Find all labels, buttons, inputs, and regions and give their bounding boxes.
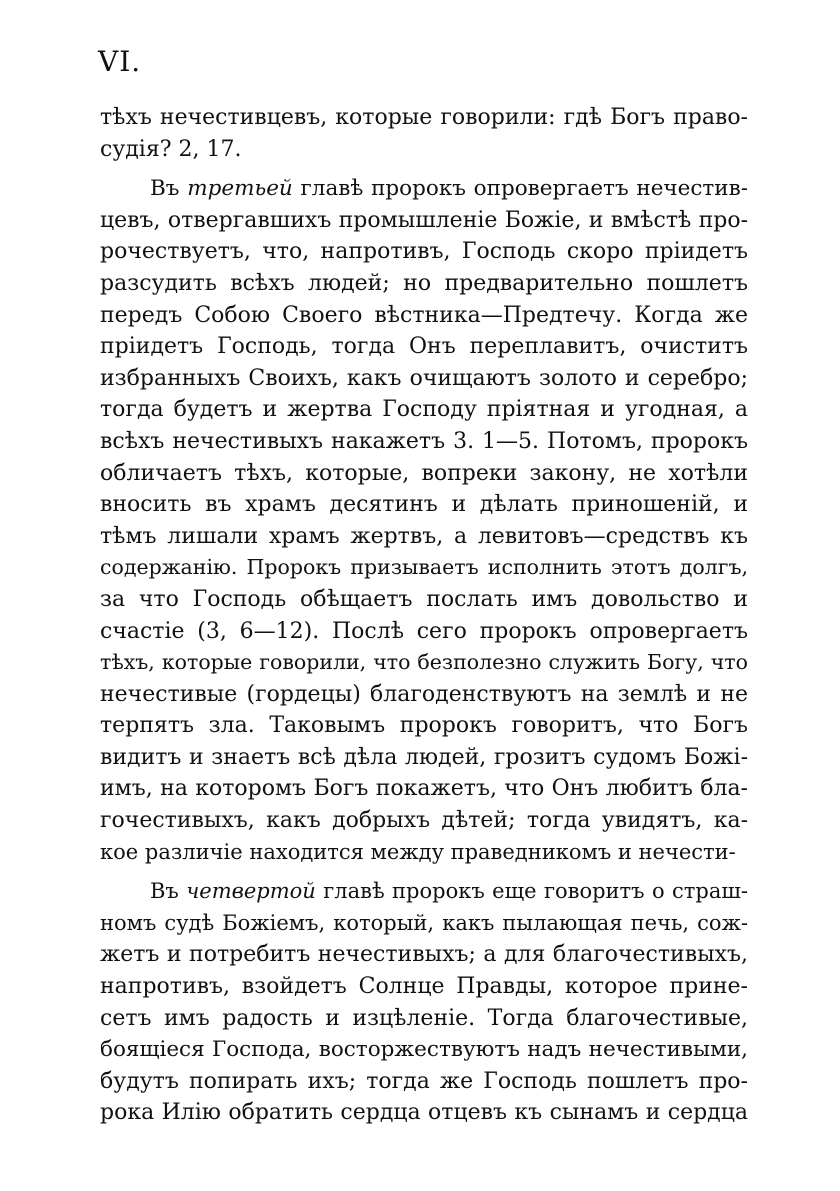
text-line [100, 876, 748, 908]
italic-word: четвертой [186, 879, 316, 904]
text-line: рока Илію обратить сердца отцевъ къ сынамъ и сердца [100, 1100, 748, 1126]
text-line: пріидетъ Господь, тогда Онъ переплавитъ, очиститъ [100, 334, 748, 360]
text-fragment: Въ [150, 879, 187, 904]
text-line: напротивъ, взойдетъ Солнце Правды, которое прине- [100, 974, 748, 1000]
paragraph-fourth-chapter [100, 876, 748, 1129]
paragraph-third-chapter [100, 173, 748, 868]
text-line: номъ судѣ Божіемъ, который, какъ пылающая печь, сож- [100, 910, 748, 935]
text-line: вносить въ храмъ десятинъ и дѣлать приношеній, и [100, 492, 748, 518]
text-line [100, 173, 748, 205]
text-line: всѣхъ нечестивыхъ накажетъ 3. 1—5. Потомъ, пророкъ [100, 428, 748, 454]
text-fragment: главѣ пророкъ опровергаетъ нечестив- [292, 176, 748, 202]
text-line: содержанію. Пророкъ призываетъ исполнить этотъ долгъ, [100, 555, 748, 580]
text-line: тѣхъ нечестивцевъ, которые говорили: гдѣ Богъ право- [100, 105, 748, 130]
text-line: обличаетъ тѣхъ, которые, вопреки закону, не хотѣли [100, 460, 748, 486]
text-fragment: главѣ пророкъ еще говоритъ о страш- [315, 879, 748, 904]
text-line: за что Господь обѣщаетъ послать имъ довольство и [100, 586, 748, 612]
text-line: тѣмъ лишали храмъ жертвъ, а левитовъ—средствъ къ [100, 523, 748, 549]
paragraph-continuation [100, 102, 748, 165]
text-line: цевъ, отвергавшихъ промышленіе Божіе, и вмѣстѣ про- [100, 207, 748, 233]
text-line: боящіеся Господа, восторжествуютъ надъ нечестивыми, [100, 1037, 748, 1063]
text-line: избранныхъ Своихъ, какъ очищаютъ золото и серебро; [100, 365, 748, 391]
body-text [100, 102, 748, 1129]
text-line: кое различіе находится между праведникомъ и нечести- [100, 839, 736, 864]
text-line: сетъ имъ радость и изцѣленіе. Тогда благочестивые, [100, 1005, 748, 1031]
text-line: тѣхъ, которые говорили, что безполезно служить Богу, что [100, 650, 748, 675]
text-line: видитъ и знаетъ всѣ дѣла людей, грозитъ судомъ Божі- [100, 744, 748, 770]
text-line: будутъ попирать ихъ; тогда же Господь пошлетъ про- [100, 1068, 748, 1094]
text-line: передъ Собою Своего вѣстника—Предтечу. Когда же [100, 302, 748, 328]
text-line: терпятъ зла. Таковымъ пророкъ говоритъ, что Богъ [100, 713, 748, 739]
text-line: жетъ и потребитъ нечестивыхъ; а для благочестивыхъ, [100, 942, 748, 968]
text-fragment: Въ [150, 176, 188, 202]
text-line: рочествуетъ, что, напротивъ, Господь скоро пріидетъ [100, 239, 748, 265]
text-line: гочестивыхъ, какъ добрыхъ дѣтей; тогда увидятъ, ка- [100, 808, 748, 834]
text-line: судія? 2, 17. [100, 136, 242, 162]
paragraph-gap [100, 165, 748, 173]
text-line: разсудить всѣхъ людей; но предварительно пошлетъ [100, 270, 748, 296]
page-number: VI. [98, 45, 142, 78]
text-line: имъ, на которомъ Богъ покажетъ, что Онъ любитъ бла- [100, 776, 748, 802]
text-line: нечестивые (гордецы) благоденствуютъ на землѣ и не [100, 681, 748, 707]
text-line: тогда будетъ и жертва Господу пріятная и угодная, а [100, 397, 748, 423]
paragraph-gap [100, 868, 748, 876]
italic-word: третьей [187, 176, 293, 202]
text-line: счастіе (3, 6—12). Послѣ сего пророкъ опровергаетъ [100, 618, 748, 644]
